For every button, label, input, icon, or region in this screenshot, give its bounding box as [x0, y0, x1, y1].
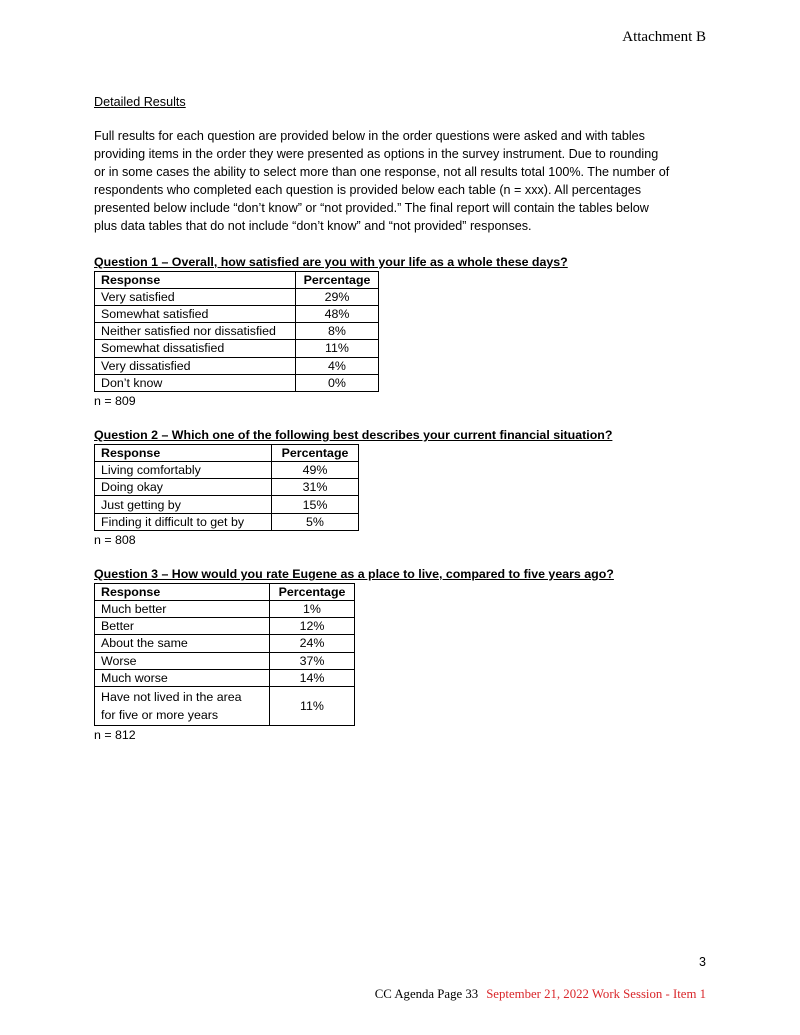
percentage-cell: 24%: [270, 635, 355, 652]
percentage-cell: 4%: [296, 357, 379, 374]
response-cell: Doing okay: [95, 479, 272, 496]
intro-line: plus data tables that do not include “don’t know” and “not provided” responses.: [94, 219, 532, 234]
intro-line: presented below include “don’t know” or “not provided.” The final report will contain the tables below: [94, 201, 649, 216]
table-row: [95, 601, 355, 618]
table-header-row: [95, 583, 355, 600]
percentage-cell: 31%: [272, 479, 359, 496]
percentage-cell: 8%: [296, 323, 379, 340]
percentage-cell: 12%: [270, 618, 355, 635]
response-cell: [95, 686, 270, 725]
table-header-row: [95, 444, 359, 461]
results-table: [94, 271, 379, 392]
response-cell: Finding it difficult to get by: [95, 513, 272, 530]
table-row: [95, 340, 379, 357]
table-row: [95, 496, 359, 513]
response-cell: Just getting by: [95, 496, 272, 513]
response-cell: Somewhat dissatisfied: [95, 340, 296, 357]
table-row: [95, 686, 355, 725]
table-row: [95, 288, 379, 305]
intro-paragraph: [94, 127, 706, 236]
intro-line: respondents who completed each question is provided below each table (n = xxx). All percentages: [94, 183, 642, 198]
response-column-header: Response: [95, 271, 296, 288]
response-cell: Very dissatisfied: [95, 357, 296, 374]
response-column-header: Response: [95, 444, 272, 461]
section-title: Detailed Results: [94, 95, 186, 109]
question-2: [94, 428, 706, 547]
response-cell: Somewhat satisfied: [95, 305, 296, 322]
table-row: [95, 652, 355, 669]
percentage-cell: 15%: [272, 496, 359, 513]
response-cell: Much worse: [95, 669, 270, 686]
percentage-cell: 37%: [270, 652, 355, 669]
page-footer: [375, 987, 706, 1002]
work-session-label: September 21, 2022 Work Session - Item 1: [486, 987, 706, 1001]
table-row: [95, 635, 355, 652]
attachment-label: Attachment B: [622, 29, 706, 45]
percentage-cell: 11%: [296, 340, 379, 357]
page-number: 3: [699, 955, 706, 969]
intro-line: providing items in the order they were presented as options in the survey instrument. Due to rounding: [94, 147, 659, 162]
table-row: [95, 305, 379, 322]
respondent-count: n = 808: [94, 532, 136, 547]
question-1: [94, 255, 706, 408]
question-3: [94, 567, 706, 742]
intro-line: or in some cases the ability to select more than one response, not all results total 100%. The number of: [94, 165, 670, 180]
table-row: [95, 357, 379, 374]
response-column-header: Response: [95, 583, 270, 600]
results-table: [94, 583, 355, 726]
results-table: [94, 444, 359, 531]
response-cell: Better: [95, 618, 270, 635]
response-cell: Much better: [95, 601, 270, 618]
response-cell: Very satisfied: [95, 288, 296, 305]
table-header-row: [95, 271, 379, 288]
response-cell: Don’t know: [95, 374, 296, 391]
response-cell-line: for five or more years: [101, 707, 219, 722]
agenda-page-label: CC Agenda Page 33: [374, 987, 479, 1001]
respondent-count: n = 812: [94, 727, 136, 742]
table-row: [95, 513, 359, 530]
document-body: [94, 95, 706, 762]
percentage-column-header: Percentage: [270, 583, 355, 600]
percentage-cell: 11%: [270, 686, 355, 725]
percentage-column-header: Percentage: [272, 444, 359, 461]
percentage-cell: 49%: [272, 462, 359, 479]
response-cell-line: Have not lived in the area: [101, 689, 242, 704]
percentage-cell: 0%: [296, 374, 379, 391]
response-cell: About the same: [95, 635, 270, 652]
question-heading: Question 2 – Which one of the following best describes your current financial situation?: [94, 427, 613, 442]
table-row: [95, 374, 379, 391]
question-heading: Question 3 – How would you rate Eugene as a place to live, compared to five years ago?: [94, 566, 614, 581]
table-row: [95, 462, 359, 479]
percentage-cell: 29%: [296, 288, 379, 305]
table-row: [95, 669, 355, 686]
percentage-cell: 48%: [296, 305, 379, 322]
respondent-count: n = 809: [94, 393, 136, 408]
table-row: [95, 618, 355, 635]
percentage-cell: 5%: [272, 513, 359, 530]
percentage-column-header: Percentage: [296, 271, 379, 288]
percentage-cell: 14%: [270, 669, 355, 686]
response-cell: Living comfortably: [95, 462, 272, 479]
question-heading: Question 1 – Overall, how satisfied are you with your life as a whole these days?: [94, 254, 568, 269]
response-cell: Neither satisfied nor dissatisfied: [95, 323, 296, 340]
percentage-cell: 1%: [270, 601, 355, 618]
intro-line: Full results for each question are provided below in the order questions were asked and with tables: [94, 129, 645, 143]
response-cell: Worse: [95, 652, 270, 669]
table-row: [95, 479, 359, 496]
table-row: [95, 323, 379, 340]
